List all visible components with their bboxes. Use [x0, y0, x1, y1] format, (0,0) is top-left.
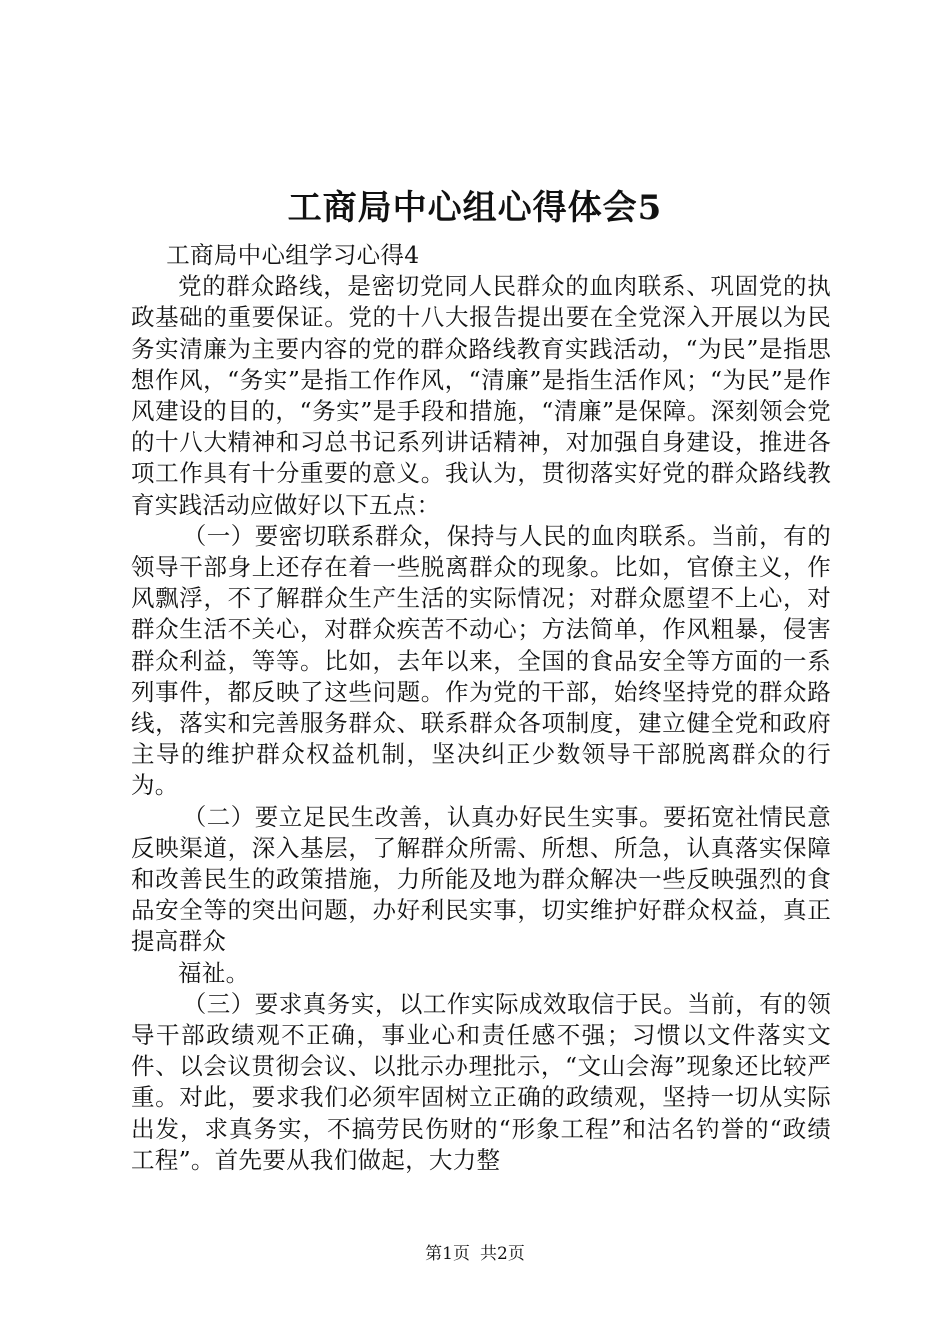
- paragraph-point-3: （三）要求真务实，以工作实际成效取信于民。当前，有的领导干部政绩观不正确，事业心和责任感不强；习惯以文件落实文件、以会议贯彻会议、以批示办理批示，“文山会海”现象还比较严重。对此，要求我们必须牢固树立正确的政绩观，坚持一切从实际出发，求真务实，不搞劳民伤财的“形象工程”和沽名钓誉的“政绩工程”。首先要从我们做起，大力整: [131, 989, 831, 1174]
- document-body: [131, 240, 831, 1176]
- paragraph-point-1: （一）要密切联系群众，保持与人民的血肉联系。当前，有的领导干部身上还存在着一些脱离群众的现象。比如，官僚主义，作风飘浮，不了解群众生产生活的实际情况；对群众愿望不上心，对群众生活不关心，对群众疾苦不动心；方法简单，作风粗暴，侵害群众利益，等等。比如，去年以来，全国的食品安全等方面的一系列事件，都反映了这些问题。作为党的干部，始终坚持党的群众路线，落实和完善服务群众、联系群众各项制度，建立健全党和政府主导的维护群众权益机制，坚决纠正少数领导干部脱离群众的行为。: [131, 521, 831, 800]
- paragraph-point-2-continued: 福祉。: [178, 958, 250, 987]
- page-number-total: 共2页: [480, 1244, 525, 1264]
- page-number-current: 第1页: [425, 1244, 470, 1264]
- paragraph-intro: 党的群众路线，是密切党同人民群众的血肉联系、巩固党的执政基础的重要保证。党的十八大报告提出要在全党深入开展以为民务实清廉为主要内容的党的群众路线教育实践活动，“为民”是指思想作风，“务实”是指工作作风，“清廉”是指生活作风；“为民”是作风建设的目的，“务实”是手段和措施，“清廉”是保障。深刻领会党的十八大精神和习总书记系列讲话精神，对加强自身建设，推进各项工作具有十分重要的意义。我认为，贯彻落实好党的群众路线教育实践活动应做好以下五点：: [131, 272, 831, 519]
- page-footer: [0, 1243, 950, 1265]
- document-title: 工商局中心组心得体会5: [287, 188, 663, 228]
- document-subtitle: 工商局中心组学习心得4: [166, 241, 420, 269]
- paragraph-point-2: （二）要立足民生改善，认真办好民生实事。要拓宽社情民意反映渠道，深入基层，了解群众所需、所想、所急，认真落实保障和改善民生的政策措施，力所能及地为群众解决一些反映强烈的食品安全等的突出问题，办好利民实事，切实维护好群众权益，真正提高群众: [131, 802, 831, 956]
